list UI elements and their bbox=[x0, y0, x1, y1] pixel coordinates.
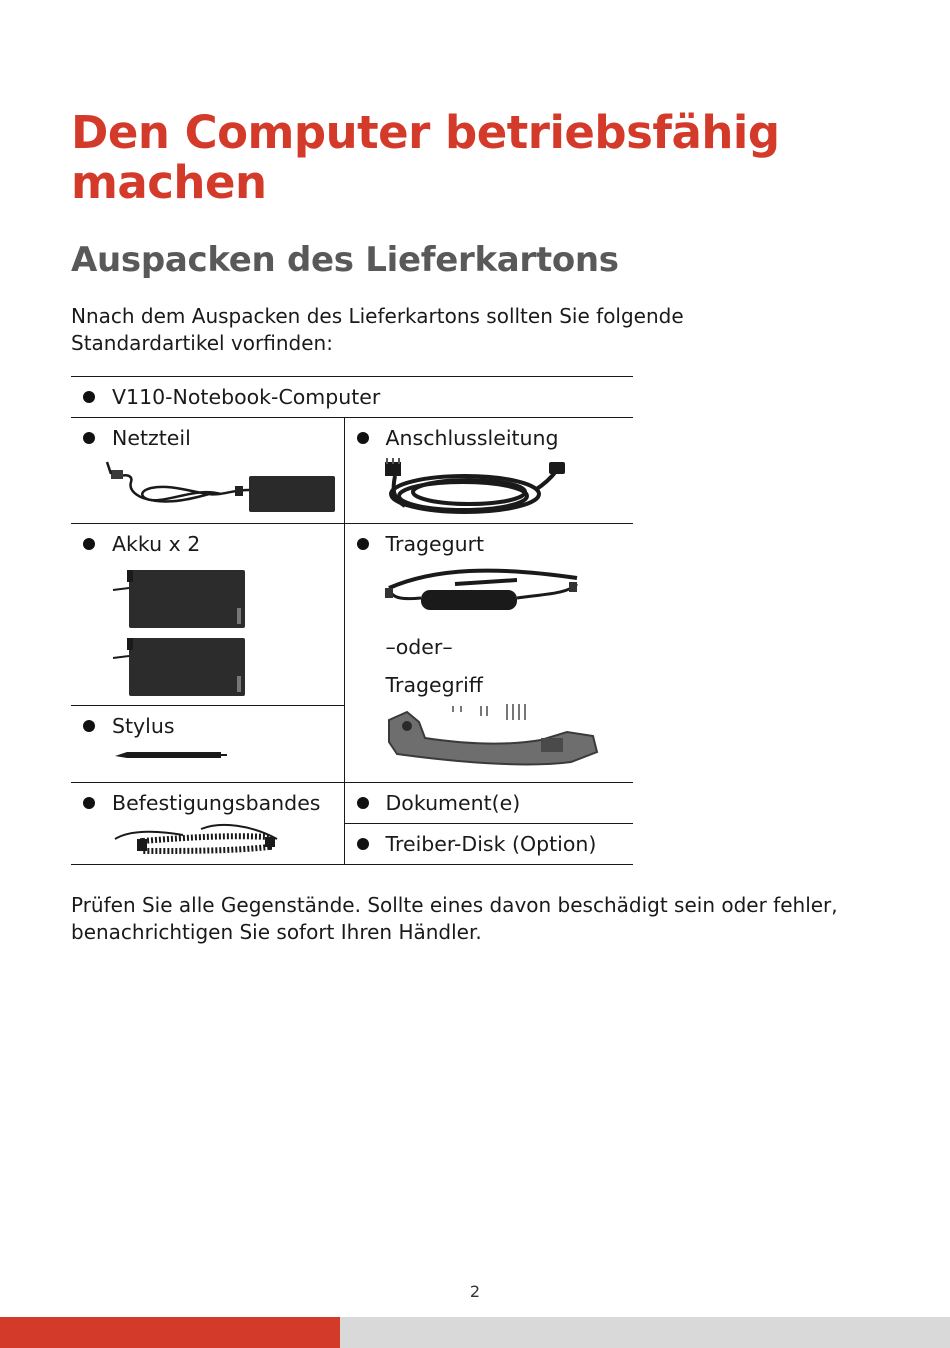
item-power-cord-label: Anschlussleitung bbox=[385, 426, 559, 450]
page-number: 2 bbox=[469, 1282, 481, 1301]
bullet-icon bbox=[357, 797, 369, 809]
section-title: Auspacken des Lieferkartons bbox=[71, 240, 619, 280]
carrying-strap-image bbox=[345, 564, 633, 622]
table-cell bbox=[71, 706, 344, 783]
bullet-icon bbox=[83, 538, 95, 550]
item-tether-label: Befestigungsbandes bbox=[112, 791, 321, 815]
bullet-icon bbox=[83, 432, 95, 444]
table-cell bbox=[344, 418, 633, 524]
power-cord-image bbox=[345, 458, 633, 522]
item-strap-label: Tragegurt bbox=[385, 532, 485, 556]
item-documents-label: Dokument(e) bbox=[385, 791, 521, 815]
table-cell bbox=[344, 783, 633, 824]
footer-gray-bar bbox=[340, 1317, 950, 1348]
table-cell bbox=[71, 524, 344, 706]
table-row bbox=[71, 377, 633, 418]
table-cell bbox=[344, 524, 633, 783]
bullet-icon bbox=[83, 391, 95, 403]
carrying-handle-image bbox=[345, 702, 633, 772]
table-row bbox=[71, 524, 633, 706]
item-stylus-label: Stylus bbox=[112, 714, 175, 738]
table-row bbox=[71, 418, 633, 524]
item-driver-disk-label: Treiber-Disk (Option) bbox=[385, 832, 597, 856]
power-adapter-image bbox=[71, 458, 343, 522]
item-notebook-label: V110-Notebook-Computer bbox=[112, 385, 381, 409]
bullet-icon bbox=[357, 838, 369, 850]
bullet-icon bbox=[357, 432, 369, 444]
bullet-icon bbox=[357, 538, 369, 550]
item-handle-label: Tragegriff bbox=[385, 673, 483, 697]
intro-text: Nnach dem Auspacken des Lieferkartons sollten Sie folgende Standardartikel vorfinden: bbox=[71, 304, 684, 355]
table-cell bbox=[71, 783, 344, 865]
stylus-image bbox=[71, 746, 343, 766]
table-cell bbox=[71, 377, 633, 418]
table-cell bbox=[344, 824, 633, 865]
item-adapter-label: Netzteil bbox=[112, 426, 191, 450]
bullet-icon bbox=[83, 797, 95, 809]
table-row bbox=[71, 783, 633, 824]
item-battery-label: Akku x 2 bbox=[112, 532, 201, 556]
footer-accent-bar bbox=[0, 1317, 340, 1348]
page-title: Den Computer betriebsfähig machen bbox=[71, 106, 780, 209]
table-cell bbox=[71, 418, 344, 524]
or-text: –oder– bbox=[385, 635, 453, 659]
battery-image bbox=[71, 564, 343, 696]
closing-text: Prüfen Sie alle Gegenstände. Sollte eines davon beschädigt sein oder fehler, benachrichtigen Sie sofort Ihren Händler. bbox=[71, 893, 838, 944]
tether-image bbox=[71, 823, 343, 861]
package-contents-table bbox=[71, 376, 633, 865]
bullet-icon bbox=[83, 720, 95, 732]
